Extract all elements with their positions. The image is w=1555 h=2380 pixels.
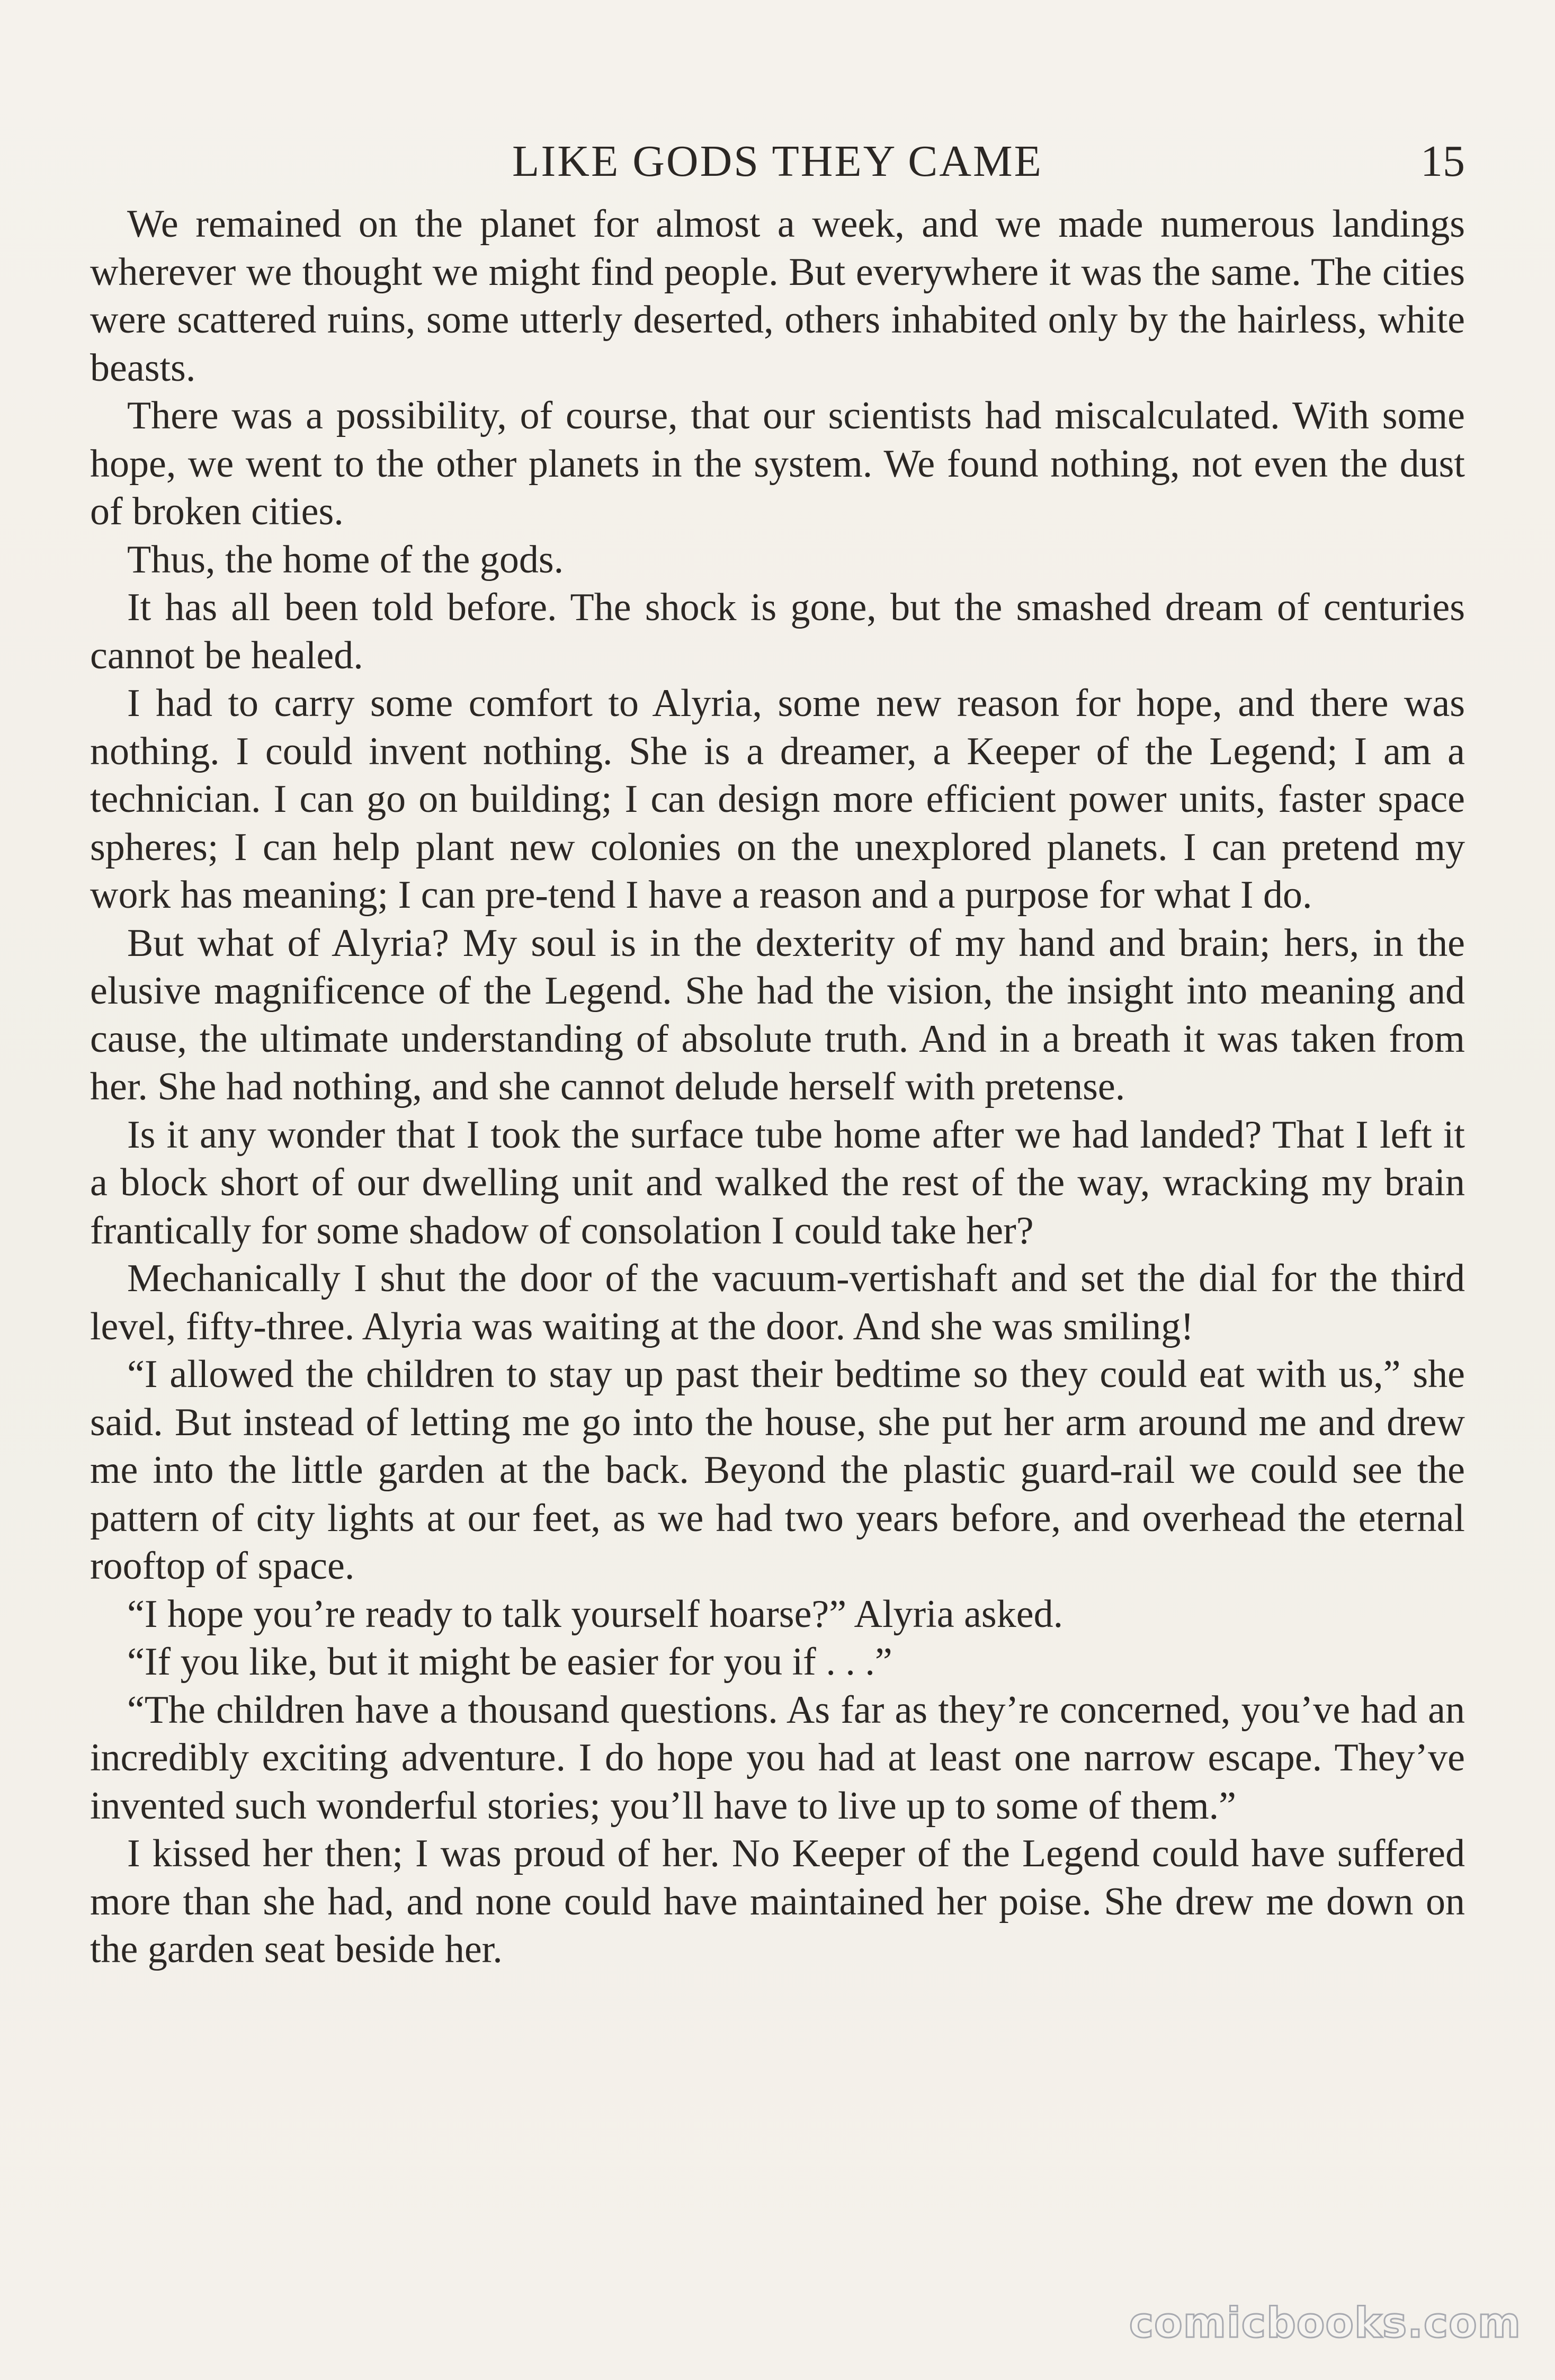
paragraph-5: I had to carry some comfort to Alyria, some new reason for hope, and there was nothing. I could invent nothing. She is a dreamer, a Keeper of the Legend; I am a technician. I can go on building; I can design more efficient power units, faster space spheres; I can help plant new colonies on the unexplored planets. I can pretend my work has meaning; I can pre-tend I have a reason and a purpose for what I do. — [90, 682, 1465, 917]
paragraph-3: Thus, the home of the gods. — [127, 538, 564, 581]
paragraph-6: But what of Alyria? My soul is in the dexterity of my hand and brain; hers, in the elusive magnificence of the Legend. She had the vision, the insight into meaning and cause, the ultimate understanding of absolute truth. And in a breath it was taken from her. She had nothing, and she cannot delude herself with pretense. — [90, 921, 1465, 1108]
page-number: 15 — [1420, 137, 1465, 186]
running-head — [90, 132, 1465, 191]
paragraph-8: Mechanically I shut the door of the vacuum-vertishaft and set the dial for the third level, fifty-three. Alyria was waiting at the door. And she was smiling! — [90, 1257, 1465, 1348]
paragraph-7: Is it any wonder that I took the surface tube home after we had landed? That I left it a block short of our dwelling unit and walked the rest of the way, wracking my brain frantically for some shadow of consolation I could take her? — [90, 1113, 1465, 1252]
paragraph-13: I kissed her then; I was proud of her. No Keeper of the Legend could have suffered more than she had, and none could have maintained her poise. She drew me down on the garden seat beside her. — [90, 1832, 1465, 1971]
paragraph-10: “I hope you’re ready to talk yourself hoarse?” Alyria asked. — [127, 1592, 1064, 1636]
watermark-logo: comicbooks.com — [1129, 2300, 1521, 2347]
paragraph-9: “I allowed the children to stay up past their bedtime so they could eat with us,” she said. But instead of letting me go into the house, she put her arm around me and drew me into the little garden at the back. Beyond the plastic guard-rail we could see the pattern of city lights at our feet, as we had two years before, and overhead the eternal rooftop of space. — [90, 1353, 1465, 1588]
paragraph-1: We remained on the planet for almost a week, and we made numerous landings wherever we thought we might find people. But everywhere it was the same. The cities were scattered ruins, some utterly deserted, others inhabited only by the hairless, white beasts. — [90, 202, 1465, 390]
running-title: LIKE GODS THEY CAME — [512, 137, 1043, 186]
paragraph-11: “If you like, but it might be easier for you if . . .” — [127, 1640, 892, 1684]
paragraph-12: “The children have a thousand questions. As far as they’re concerned, you’ve had an incredibly exciting adventure. I do hope you had at least one narrow escape. They’ve invented such wonderful stories; you’ll have to live up to some of them.” — [90, 1688, 1465, 1828]
body-text — [90, 200, 1465, 1974]
paragraph-2: There was a possibility, of course, that our scientists had miscalculated. With some hope, we went to the other planets in the system. We found nothing, not even the dust of broken cities. — [90, 394, 1465, 533]
paragraph-4: It has all been told before. The shock is gone, but the smashed dream of centuries cannot be healed. — [90, 586, 1465, 677]
